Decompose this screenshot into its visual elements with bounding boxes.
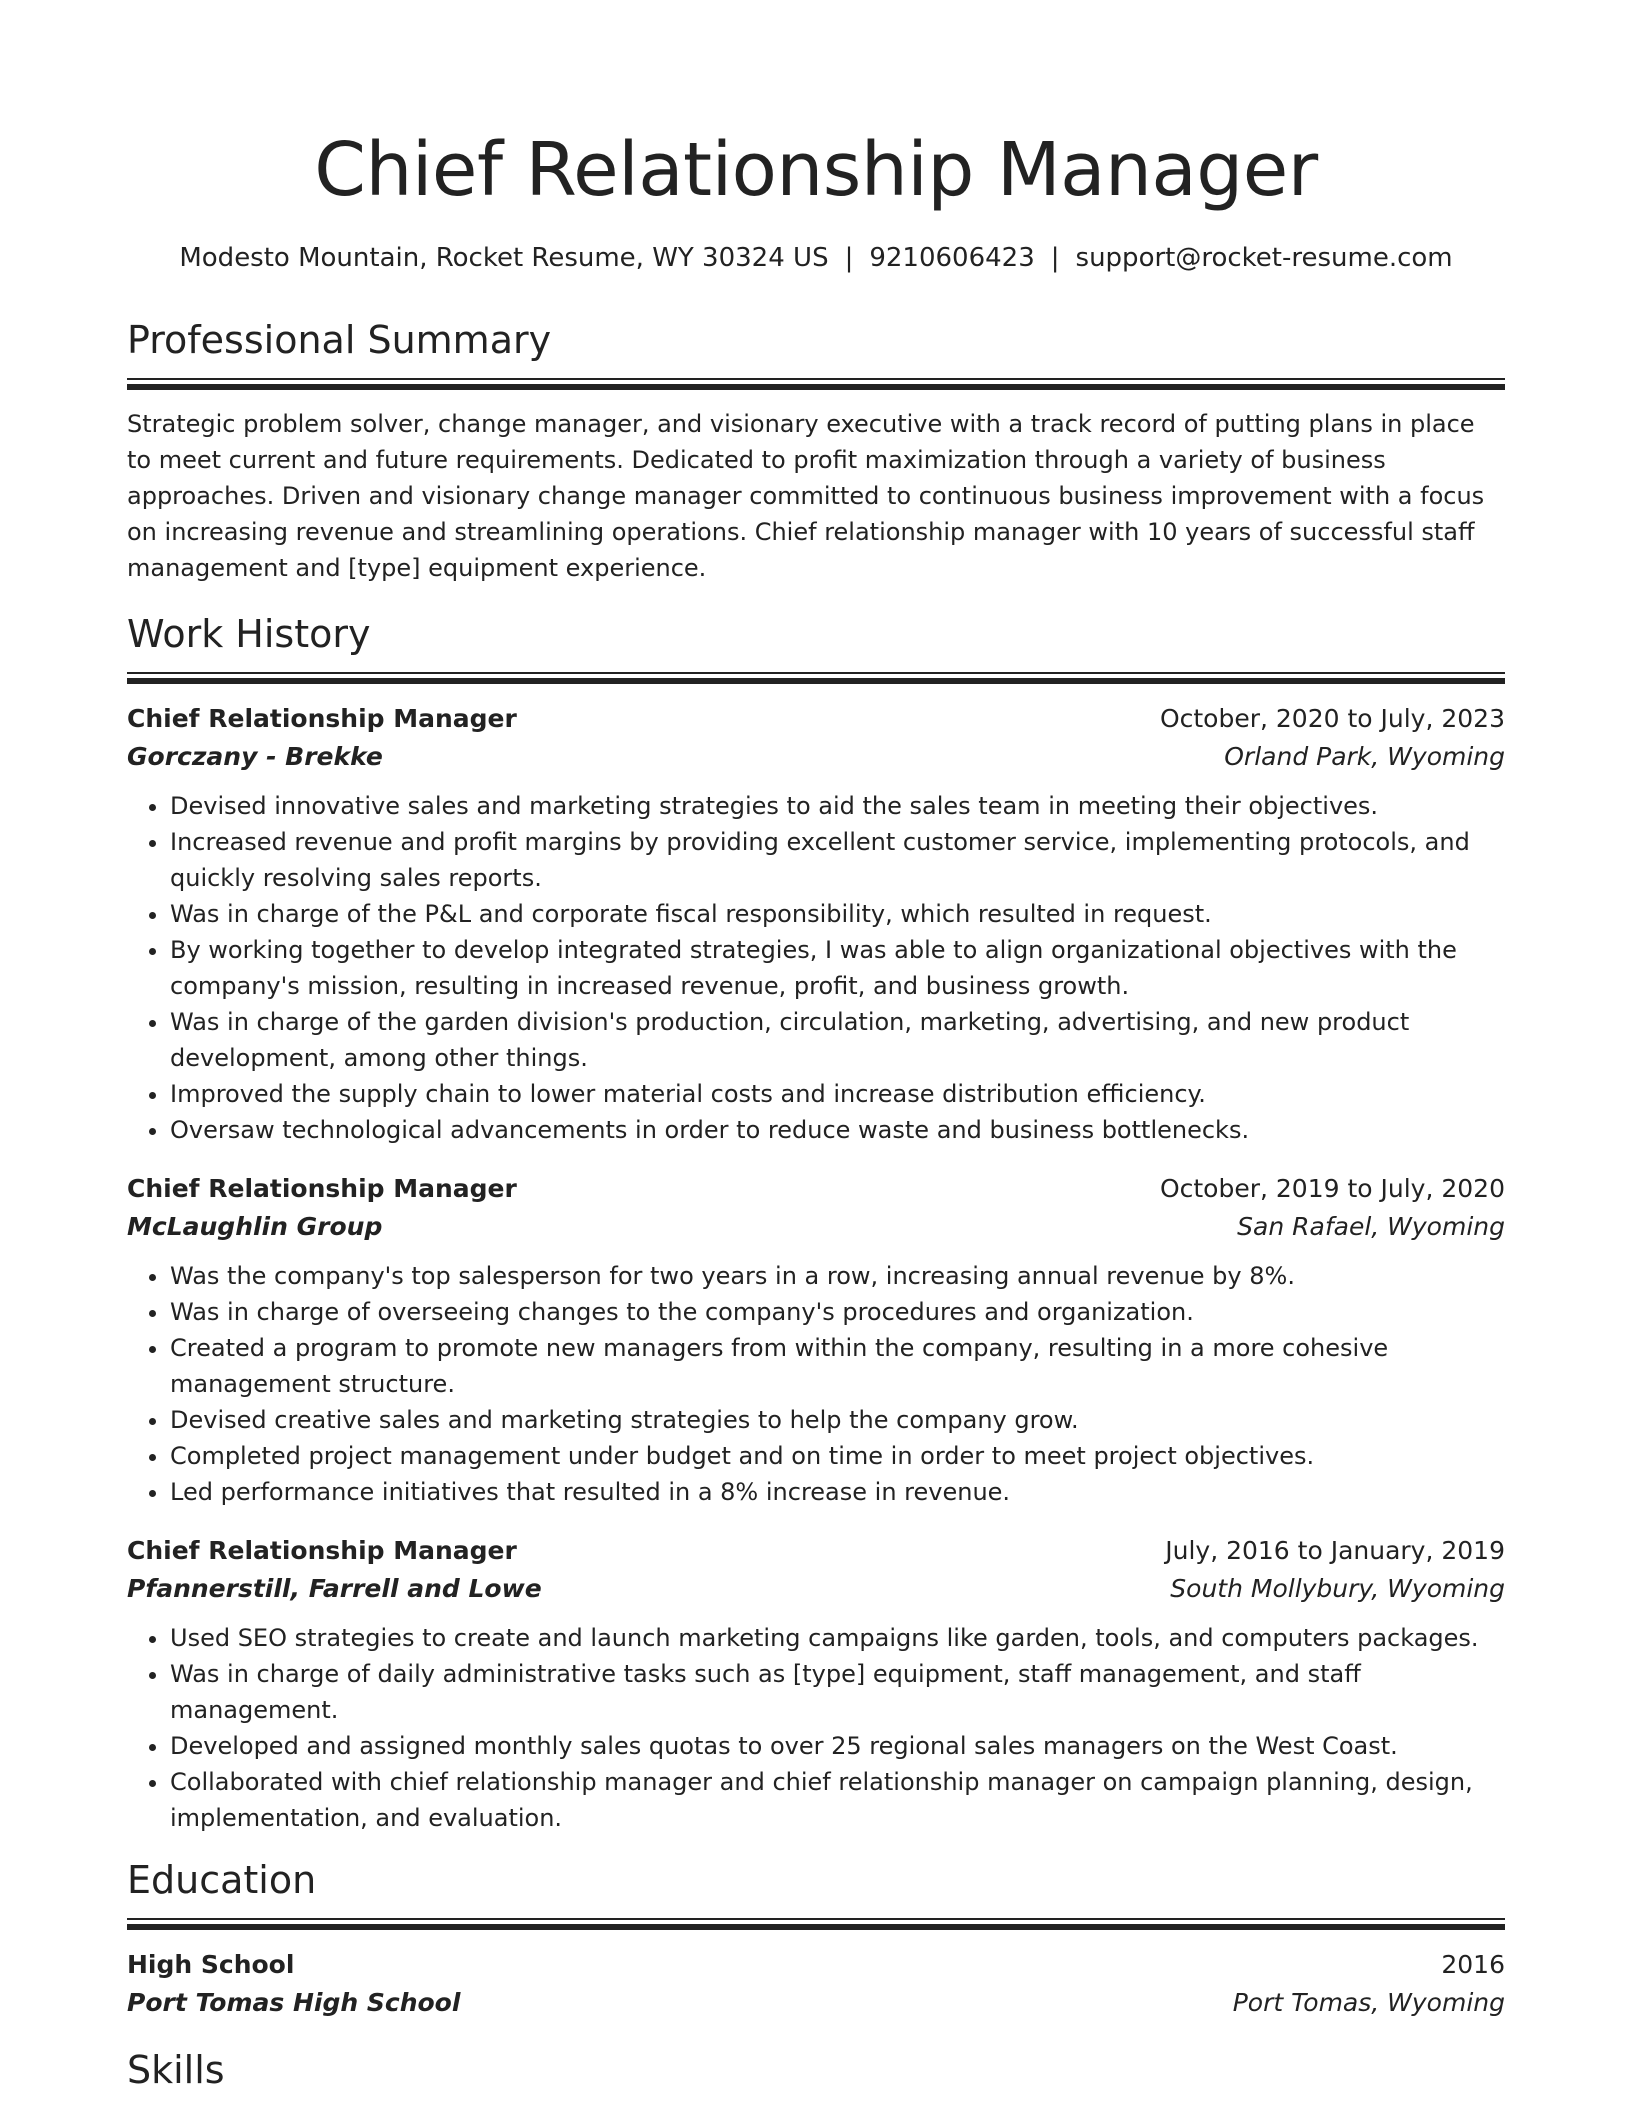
job-bullets (127, 788, 1505, 1148)
section-title-summary: Professional Summary (127, 318, 552, 362)
job-company: Pfannerstill, Farrell and Lowe (127, 1574, 542, 1603)
list-item: • Improved the supply chain to lower material costs and increase distribution efficiency. (170, 1076, 1505, 1112)
job-entry (127, 1170, 1505, 1510)
list-item: • Was in charge of the garden division's production, circulation, marketing, advertising, and new product development, among other things. (170, 1004, 1505, 1076)
contact-phone: 9210606423 (869, 243, 1035, 273)
section-title-skills: Skills (127, 2048, 225, 2092)
list-item: • Completed project management under budget and on time in order to meet project objectives. (170, 1438, 1505, 1474)
list-item: • Was in charge of overseeing changes to the company's procedures and organization. (170, 1294, 1505, 1330)
job-location: Orland Park, Wyoming (1224, 742, 1505, 771)
list-item: • Used SEO strategies to create and launch marketing campaigns like garden, tools, and computers packages. (170, 1620, 1505, 1656)
job-location: South Mollybury, Wyoming (1170, 1574, 1505, 1603)
job-bullets (127, 1258, 1505, 1510)
job-header (127, 700, 1505, 738)
contact-separator: | (844, 243, 854, 273)
list-item: • Developed and assigned monthly sales quotas to over 25 regional sales managers on the West Coast. (170, 1728, 1505, 1764)
job-subheader (127, 1570, 1505, 1608)
section-divider (127, 1918, 1505, 1930)
list-item: • Devised innovative sales and marketing strategies to aid the sales team in meeting their objectives. (170, 788, 1505, 824)
list-item: • Devised creative sales and marketing strategies to help the company grow. (170, 1402, 1505, 1438)
education-header (127, 1946, 1505, 1984)
list-item: • Was in charge of daily administrative tasks such as [type] equipment, staff management, and staff management. (170, 1656, 1505, 1728)
summary-section (127, 314, 1505, 586)
skills-section (127, 2044, 1505, 2096)
section-divider (127, 672, 1505, 684)
job-subheader (127, 1208, 1505, 1246)
education-year: 2016 (1441, 1950, 1505, 1979)
job-entry (127, 700, 1505, 1148)
job-subheader (127, 738, 1505, 776)
job-entry (127, 1532, 1505, 1836)
section-title-work: Work History (127, 612, 371, 656)
list-item: • Was the company's top salesperson for two years in a row, increasing annual revenue by 8%. (170, 1258, 1505, 1294)
list-item: • By working together to develop integrated strategies, I was able to align organizational objectives with the company's mission, resulting in increased revenue, profit, and business growth. (170, 932, 1505, 1004)
list-item: • Led performance initiatives that resulted in a 8% increase in revenue. (170, 1474, 1505, 1510)
list-item: • Oversaw technological advancements in order to reduce waste and business bottlenecks. (170, 1112, 1505, 1148)
education-subheader (127, 1984, 1505, 2022)
job-company: McLaughlin Group (127, 1212, 383, 1241)
contact-email: support@rocket-resume.com (1075, 243, 1453, 273)
list-item: • Increased revenue and profit margins by providing excellent customer service, implementing protocols, and quickly resolving sales reports. (170, 824, 1505, 896)
education-degree: High School (127, 1950, 295, 1979)
contact-separator: | (1050, 243, 1060, 273)
job-location: San Rafael, Wyoming (1237, 1212, 1505, 1241)
job-title: Chief Relationship Manager (127, 1174, 517, 1203)
work-section (127, 608, 1505, 1836)
contact-address: Modesto Mountain, Rocket Resume, WY 30324 US (179, 243, 829, 273)
education-school: Port Tomas High School (127, 1988, 461, 2017)
contact-line (127, 240, 1505, 276)
job-company: Gorczany - Brekke (127, 742, 383, 771)
job-dates: July, 2016 to January, 2019 (1165, 1536, 1505, 1565)
list-item: • Collaborated with chief relationship manager and chief relationship manager on campaign planning, design, implementation, and evaluation. (170, 1764, 1505, 1836)
summary-text: Strategic problem solver, change manager, and visionary executive with a track record of putting plans in place to meet current and future requirements. Dedicated to profit maximization through a variety of business approaches. Driven and visionary change manager committed to continuous business improvement with a focus on increasing revenue and streamlining operations. Chief relationship manager with 10 years of successful staff management and [type] equipment experience. (127, 410, 1485, 582)
job-title: Chief Relationship Manager (127, 704, 517, 733)
job-header (127, 1532, 1505, 1570)
job-bullets (127, 1620, 1505, 1836)
list-item: • Created a program to promote new managers from within the company, resulting in a more cohesive management structure. (170, 1330, 1505, 1402)
job-header (127, 1170, 1505, 1208)
resume-name: Chief Relationship Manager (314, 127, 1318, 213)
education-entry (127, 1946, 1505, 2022)
section-title-education: Education (127, 1858, 317, 1902)
job-dates: October, 2019 to July, 2020 (1159, 1174, 1505, 1203)
education-section (127, 1854, 1505, 2022)
job-dates: October, 2020 to July, 2023 (1159, 704, 1505, 733)
section-divider (127, 378, 1505, 390)
list-item: • Was in charge of the P&L and corporate fiscal responsibility, which resulted in request. (170, 896, 1505, 932)
education-location: Port Tomas, Wyoming (1232, 1988, 1505, 2017)
job-title: Chief Relationship Manager (127, 1536, 517, 1565)
